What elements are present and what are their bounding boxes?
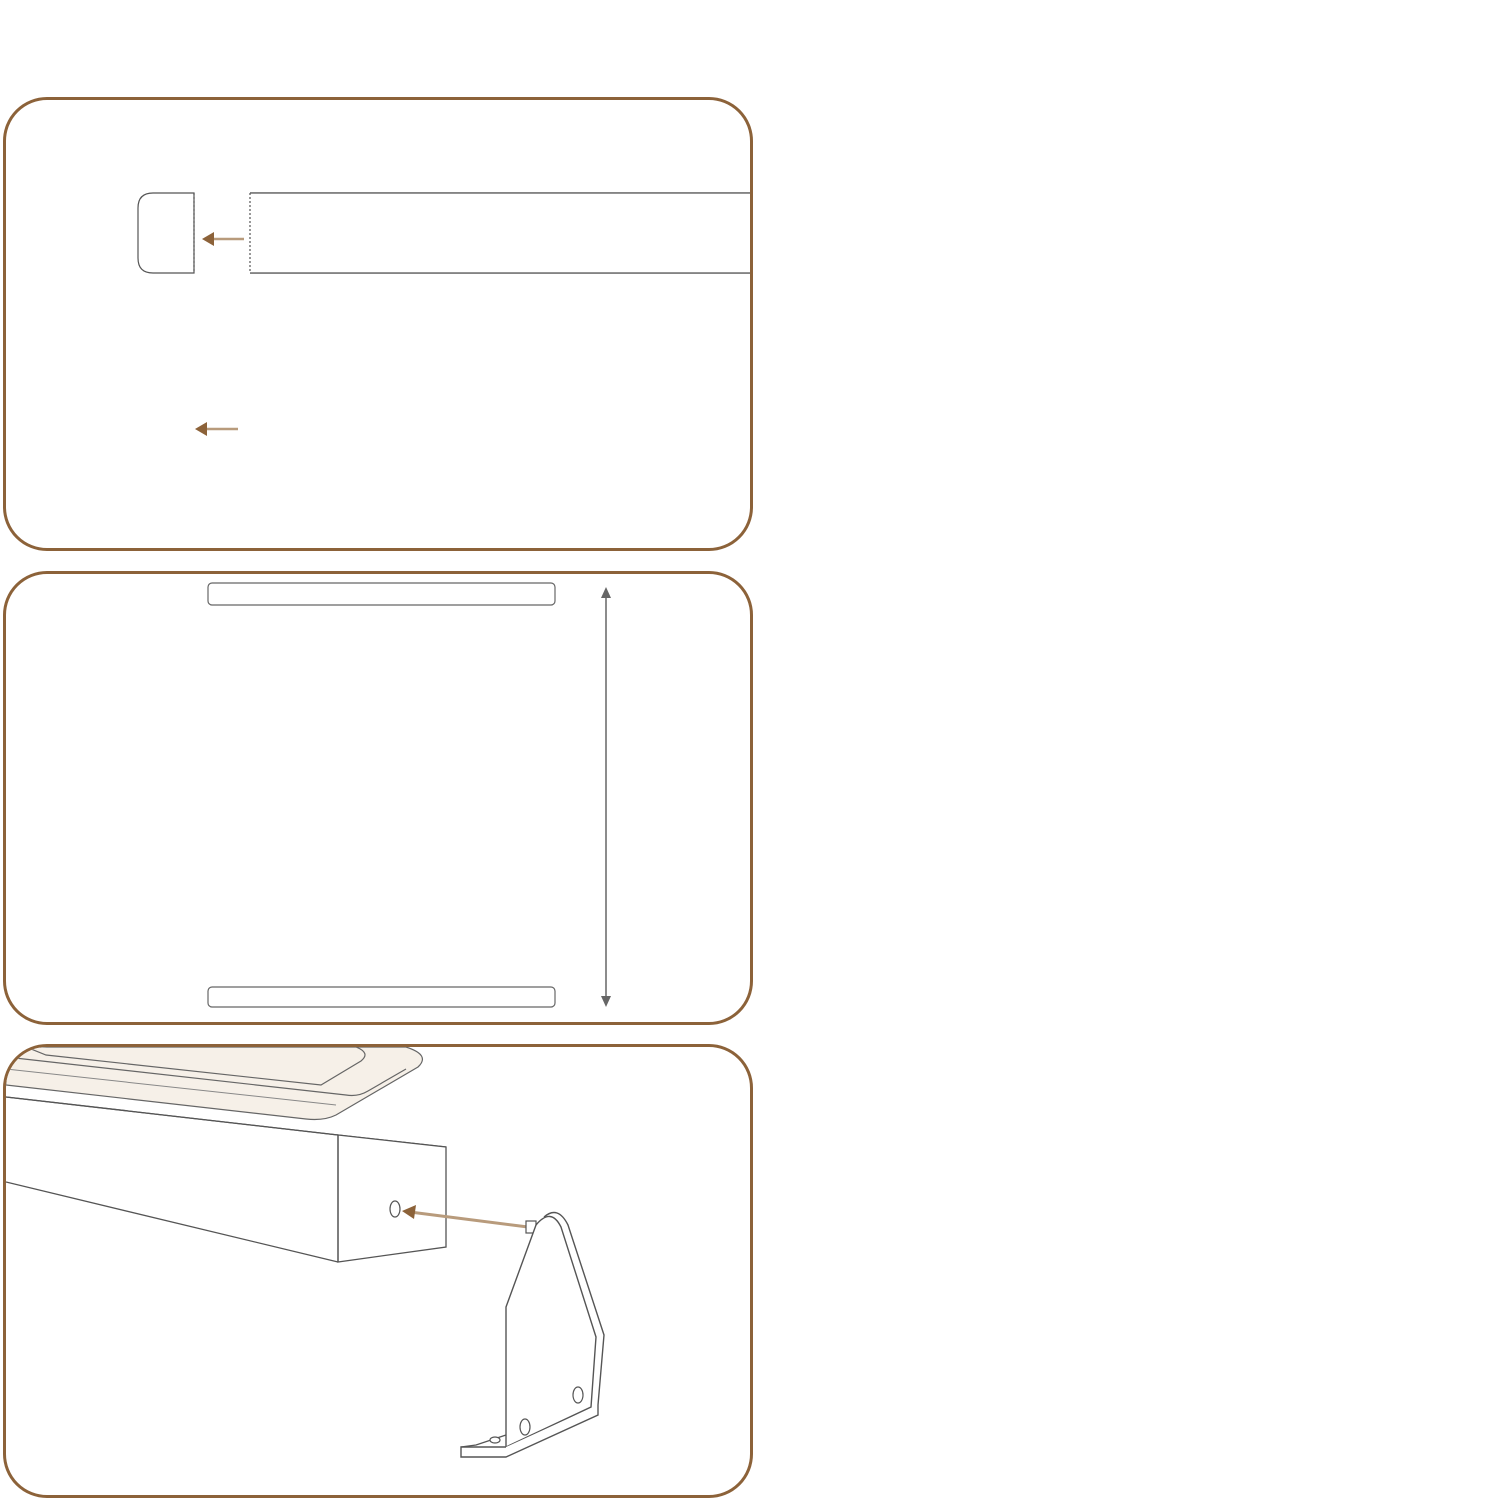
headrail-cut-end: [138, 193, 194, 273]
arrow-left-icon: [202, 232, 244, 246]
width-section: [787, 136, 1492, 140]
width-illustration: [6, 100, 753, 551]
height-illustration: [6, 574, 753, 1025]
bracket-hole: [490, 1437, 500, 1443]
bracket-hole: [520, 1419, 530, 1435]
brackets-section: [787, 1084, 1492, 1134]
bracket-hole: [573, 1387, 583, 1403]
brackets-title: [787, 1084, 1492, 1130]
rail-hole: [390, 1201, 400, 1217]
width-illustration-panel: [3, 97, 753, 551]
brackets-illustration-panel: [3, 1044, 753, 1498]
brackets-illustration: [6, 1047, 753, 1498]
head-rail: [208, 583, 555, 605]
height-dimension-arrow: [601, 587, 611, 1007]
headrail-body: [250, 193, 753, 273]
bottom-rail: [208, 987, 555, 1007]
arrow-left-icon: [195, 422, 238, 436]
height-section: [787, 728, 1492, 732]
hold-down-bracket: [461, 1213, 604, 1458]
height-illustration-panel: [3, 571, 753, 1025]
